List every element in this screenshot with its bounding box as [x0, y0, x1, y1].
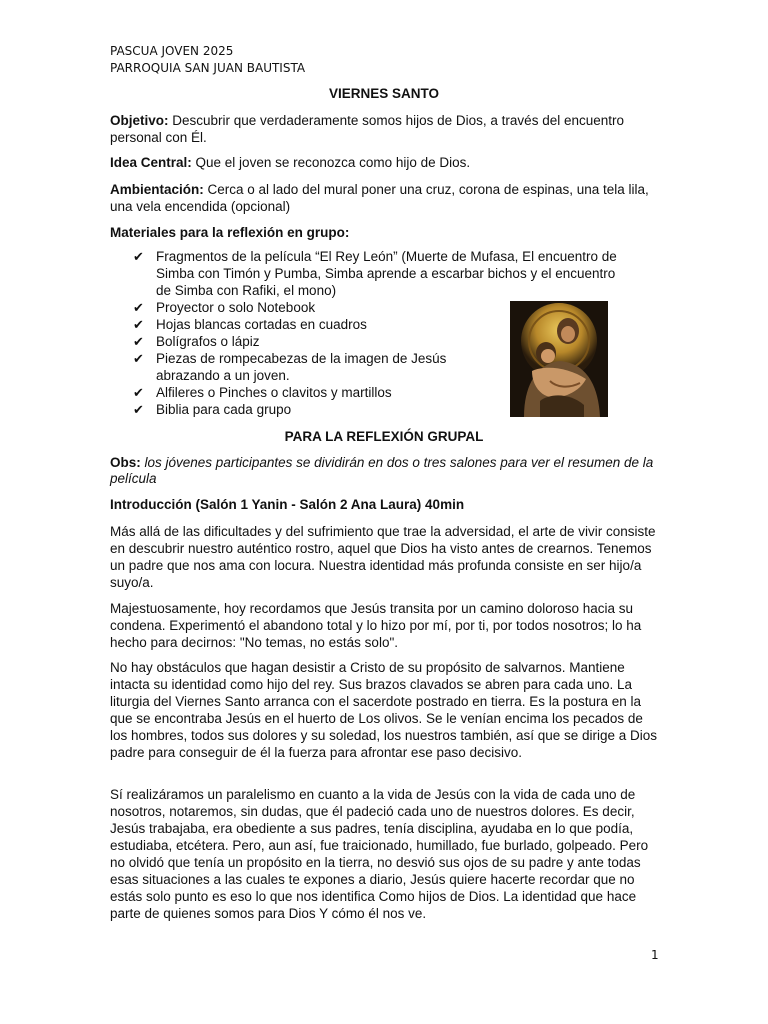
idea-central-text: Que el joven se reconozca como hijo de Dios. [191, 155, 471, 170]
page-number: 1 [651, 948, 659, 962]
obs-text: los jóvenes participantes se dividirán en dos o tres salones para ver el resumen de la película [110, 455, 654, 486]
idea-central-paragraph [110, 154, 660, 171]
list-item-text: Biblia para cada grupo [156, 402, 292, 417]
body-paragraph-4: Sí realizáramos un paralelismo en cuanto a la vida de Jesús con la vida de cada uno de nosotros, notaremos, sin dudas, que él padeció cada uno de nuestros dolores. Es decir, Jesús trabajaba, era obediente a sus padres, tenía disciplina, ayudaba en lo que podía, estudiaba, etcétera. Pero, aun así, fue traicionado, humillado, fue burlado, golpeado. Pero no olvidó que tenía un propósito en la tierra, no desvió sus ojos de su padre y ante todas esas situaciones a las cuales te expones a diario, Jesús quiere hacerte recordar que no estás solo punto es eso lo que nos identifica Como hijos de Dios. La identidad que hace parte de quienes somos para Dios Y cómo él nos ve. [110, 787, 649, 921]
list-item [110, 248, 626, 299]
obs-paragraph [110, 455, 660, 487]
objetivo-paragraph [110, 112, 660, 146]
jesus-embrace-painting [510, 301, 608, 417]
section-title: PARA LA REFLEXIÓN GRUPAL [284, 429, 484, 444]
list-item-text: Hojas blancas cortadas en cuadros [156, 317, 367, 332]
check-icon: ✔ [133, 351, 144, 366]
list-item [110, 350, 496, 384]
header-line-2: PARROQUIA SAN JUAN BAUTISTA [110, 61, 306, 75]
list-item-text: Alfileres o Pinches o clavitos y martillos [156, 385, 392, 400]
materiales-heading [110, 224, 660, 241]
list-item-text: Fragmentos de la película “El Rey León” (Muerte de Mufasa, El encuentro de Simba con Timón y Pumba, Simba aprende a escarbar bichos y el encuentro de Simba con Rafiki, el mono) [156, 249, 617, 298]
check-icon: ✔ [133, 249, 144, 264]
idea-central-label: Idea Central: [110, 155, 192, 170]
materiales-heading-text: Materiales para la reflexión en grupo: [110, 225, 350, 240]
check-icon: ✔ [133, 402, 144, 417]
body-paragraph-1: Más allá de las dificultades y del sufrimiento que trae la adversidad, el arte de vivir consiste en descubrir nuestro auténtico rostro, aquel que Dios ha visto antes de crearnos. Tenemos un padre que nos ama con locura. Nuestra identidad más profunda consiste en ser hijo/a suyo/a. [110, 524, 656, 590]
header-line-1: PASCUA JOVEN 2025 [110, 44, 234, 58]
check-icon: ✔ [133, 317, 144, 332]
list-item-text: Piezas de rompecabezas de la imagen de Jesús abrazando a un joven. [156, 351, 447, 383]
body-paragraph-2: Majestuosamente, hoy recordamos que Jesús transita por un camino doloroso hacia su condena. Experimentó el abandono total y lo hizo por mí, por ti, por todos nosotros; lo ha hecho para decirnos: "No temas, no estás solo". [110, 601, 642, 650]
objetivo-text: Descubrir que verdaderamente somos hijos de Dios, a través del encuentro personal con Él. [110, 113, 625, 145]
objetivo-label: Objetivo: [110, 113, 169, 128]
list-item-text: Bolígrafos o lápiz [156, 334, 260, 349]
list-item-text: Proyector o solo Notebook [156, 300, 316, 315]
ambientacion-label: Ambientación: [110, 182, 204, 197]
document-title: VIERNES SANTO [328, 86, 440, 101]
ambientacion-paragraph [110, 181, 660, 215]
obs-label: Obs: [110, 455, 141, 470]
check-icon: ✔ [133, 300, 144, 315]
ambientacion-text: Cerca o al lado del mural poner una cruz, corona de espinas, una tela lila, una vela encendida (opcional) [110, 182, 649, 214]
introduccion-heading: Introducción (Salón 1 Yanin - Salón 2 Ana Laura) 40min [110, 497, 465, 512]
check-icon: ✔ [133, 385, 144, 400]
check-icon: ✔ [133, 334, 144, 349]
body-paragraph-3: No hay obstáculos que hagan desistir a Cristo de su propósito de salvarnos. Mantiene intacta su identidad como hijo del rey. Sus brazos clavados se abren para cada uno. La liturgia del Viernes Santo arranca con el sacerdote postrado en tierra. Es la postura en la que se encontraba Jesús en el huerto de Los olivos. Se le venían encima los pecados de los hombres, todos sus dolores y su soledad, los nuestros también, así que se dirige a Dios padre para conseguir de él la fuerza para afrontar ese paso decisivo. [110, 660, 658, 760]
